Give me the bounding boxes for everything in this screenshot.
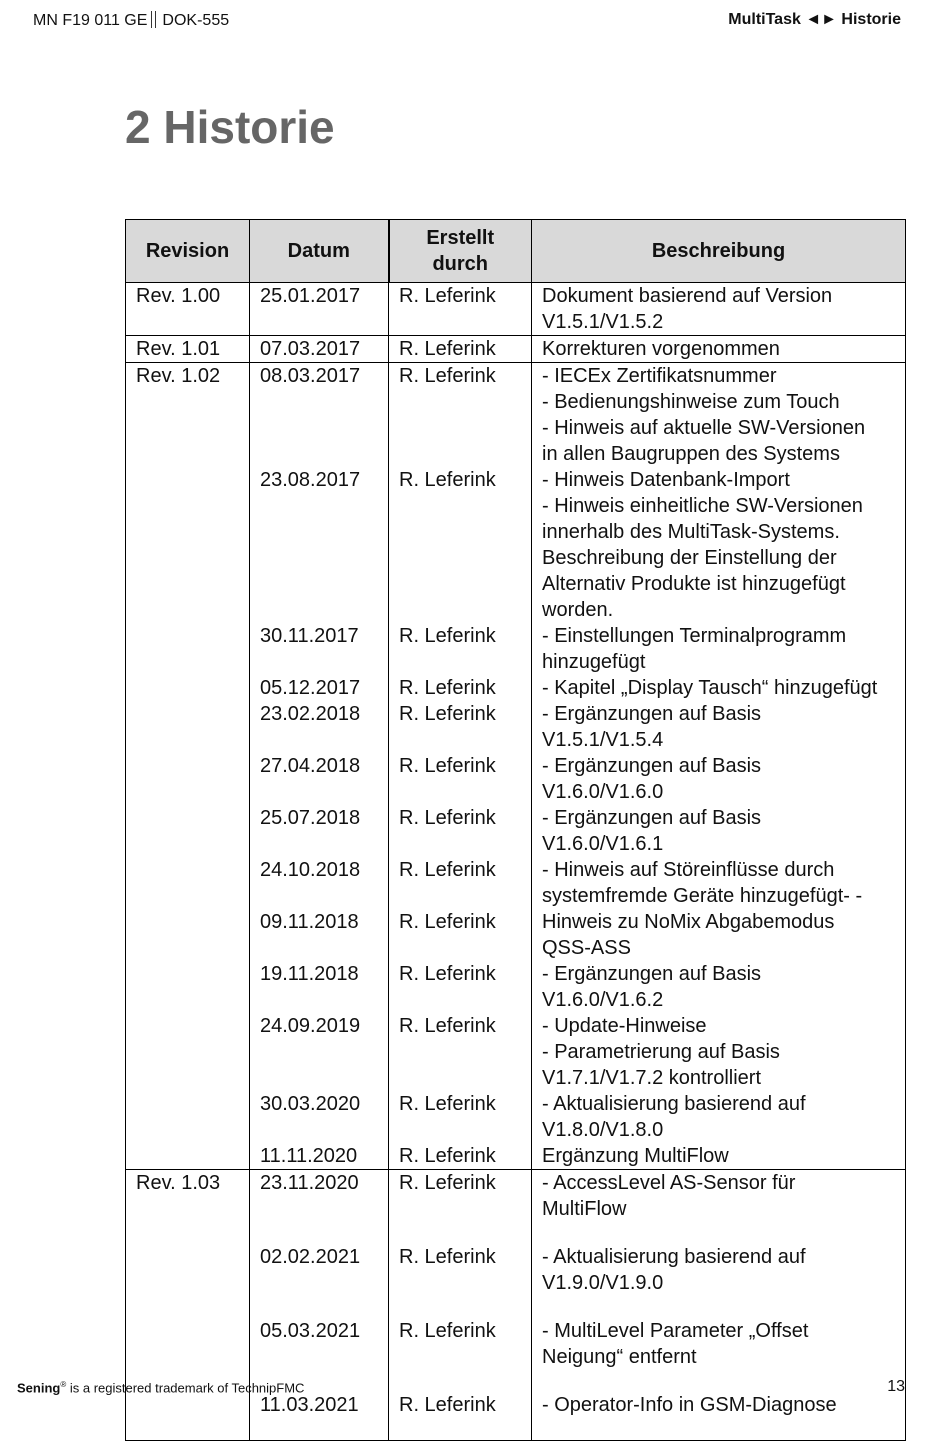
table-header-row xyxy=(126,220,906,283)
description-line: - IECEx Zertifikatsnummer xyxy=(542,365,777,387)
table-row xyxy=(126,623,906,675)
description-line: - Hinweis Datenbank-Import xyxy=(542,469,790,491)
table-row xyxy=(126,1244,906,1318)
cell-date: 24.10.2018 xyxy=(250,857,389,909)
cell-date: 27.04.2018 xyxy=(250,753,389,805)
cell-description xyxy=(532,623,906,675)
revision-group xyxy=(126,336,906,363)
description-line: - Bedienungshinweise zum Touch xyxy=(542,391,840,413)
table-row xyxy=(126,1143,906,1170)
description-line: systemfremde Geräte hinzugefügt- - xyxy=(542,885,863,907)
table-row xyxy=(126,675,906,701)
cell-revision: Rev. 1.01 xyxy=(126,336,250,363)
footer-trademark xyxy=(17,1380,304,1395)
description-line: V1.5.1/V1.5.4 xyxy=(542,729,664,751)
cell-author: R. Leferink xyxy=(389,857,532,909)
cell-author: R. Leferink xyxy=(389,1143,532,1170)
table-row xyxy=(126,1392,906,1441)
description-line: Korrekturen vorgenommen xyxy=(542,338,780,360)
cell-date: 25.07.2018 xyxy=(250,805,389,857)
description-line: in allen Baugruppen des Systems xyxy=(542,443,840,465)
cell-date: 23.02.2018 xyxy=(250,701,389,753)
cell-date: 07.03.2017 xyxy=(250,336,389,363)
page-title: 2 Historie xyxy=(125,101,335,153)
table-row xyxy=(126,909,906,961)
cell-revision xyxy=(126,1392,250,1441)
cell-author: R. Leferink xyxy=(389,753,532,805)
description-line: V1.5.1/V1.5.2 xyxy=(542,311,664,333)
description-line: - Aktualisierung basierend auf xyxy=(542,1093,806,1115)
cell-description xyxy=(532,1392,906,1441)
table-row xyxy=(126,1013,906,1091)
revision-group xyxy=(126,1170,906,1441)
cell-description xyxy=(532,909,906,961)
table-row xyxy=(126,336,906,363)
col-header-author: Erstellt durch xyxy=(389,220,532,283)
description-line: - MultiLevel Parameter „Offset xyxy=(542,1320,809,1342)
cell-author: R. Leferink xyxy=(389,1091,532,1143)
cell-description xyxy=(532,1170,906,1245)
cell-date: 24.09.2019 xyxy=(250,1013,389,1091)
table-row xyxy=(126,283,906,336)
revision-group xyxy=(126,363,906,1170)
cell-description xyxy=(532,961,906,1013)
description-line: Beschreibung der Einstellung der xyxy=(542,547,837,569)
cell-author: R. Leferink xyxy=(389,336,532,363)
description-line: - Ergänzungen auf Basis xyxy=(542,807,762,829)
description-line: - Operator-Info in GSM-Diagnose xyxy=(542,1394,837,1416)
description-line: - Aktualisierung basierend auf xyxy=(542,1246,806,1268)
cell-date: 30.11.2017 xyxy=(250,623,389,675)
cell-date: 11.11.2020 xyxy=(250,1143,389,1170)
description-line: worden. xyxy=(542,599,614,621)
description-line: V1.6.0/V1.6.2 xyxy=(542,989,664,1011)
cell-author: R. Leferink xyxy=(389,1318,532,1392)
cell-revision xyxy=(126,1143,250,1170)
cell-date: 05.03.2021 xyxy=(250,1318,389,1392)
cell-author: R. Leferink xyxy=(389,675,532,701)
cell-author: R. Leferink xyxy=(389,1170,532,1245)
cell-revision xyxy=(126,623,250,675)
table-row xyxy=(126,805,906,857)
cell-revision: Rev. 1.02 xyxy=(126,363,250,468)
table-row xyxy=(126,363,906,468)
cell-date: 09.11.2018 xyxy=(250,909,389,961)
col-header-date: Datum xyxy=(250,220,389,283)
cell-date: 19.11.2018 xyxy=(250,961,389,1013)
table-row xyxy=(126,1091,906,1143)
cell-date: 05.12.2017 xyxy=(250,675,389,701)
description-line: Hinweis zu NoMix Abgabemodus xyxy=(542,911,835,933)
history-table xyxy=(125,219,906,1441)
cell-description xyxy=(532,1091,906,1143)
description-line: hinzugefügt xyxy=(542,651,646,673)
col-header-description: Beschreibung xyxy=(532,220,906,283)
table-row xyxy=(126,961,906,1013)
cell-description xyxy=(532,1318,906,1392)
brand-name: Sening xyxy=(17,1380,61,1396)
cell-author: R. Leferink xyxy=(389,909,532,961)
cell-date: 08.03.2017 xyxy=(250,363,389,468)
cell-description xyxy=(532,336,906,363)
cell-date: 25.01.2017 xyxy=(250,283,389,336)
table-row xyxy=(126,857,906,909)
description-line: V1.7.1/V1.7.2 kontrolliert xyxy=(542,1067,762,1089)
description-line: Neigung“ entfernt xyxy=(542,1346,697,1368)
cell-author: R. Leferink xyxy=(389,1244,532,1318)
description-line: - Parametrierung auf Basis xyxy=(542,1041,780,1063)
trademark-text: is a registered trademark of TechnipFMC xyxy=(66,1380,305,1396)
description-line: V1.9.0/V1.9.0 xyxy=(542,1272,664,1294)
cell-author: R. Leferink xyxy=(389,961,532,1013)
description-line: - Einstellungen Terminalprogramm xyxy=(542,625,847,647)
cell-revision: Rev. 1.00 xyxy=(126,283,250,336)
cell-description xyxy=(532,753,906,805)
description-line: MultiFlow xyxy=(542,1198,627,1220)
cell-date: 23.08.2017 xyxy=(250,467,389,623)
header-section-path: MultiTask ◄► Historie xyxy=(728,11,901,28)
cell-revision xyxy=(126,805,250,857)
cell-revision xyxy=(126,675,250,701)
revision-group xyxy=(126,283,906,336)
description-line: Alternativ Produkte ist hinzugefügt xyxy=(542,573,846,595)
cell-revision xyxy=(126,961,250,1013)
description-line: V1.8.0/V1.8.0 xyxy=(542,1119,664,1141)
cell-author: R. Leferink xyxy=(389,363,532,468)
description-line: - Hinweis einheitliche SW-Versionen xyxy=(542,495,863,517)
description-line: Dokument basierend auf Version xyxy=(542,285,833,307)
cell-author: R. Leferink xyxy=(389,1392,532,1441)
cell-date: 30.03.2020 xyxy=(250,1091,389,1143)
description-line: - Ergänzungen auf Basis xyxy=(542,703,762,725)
cell-description xyxy=(532,857,906,909)
cell-revision xyxy=(126,753,250,805)
doc-code: MN F19 011 GE xyxy=(33,12,148,29)
header-separator xyxy=(151,11,156,28)
cell-revision xyxy=(126,1013,250,1091)
table-row xyxy=(126,753,906,805)
cell-author: R. Leferink xyxy=(389,623,532,675)
cell-description xyxy=(532,1143,906,1170)
description-line: Ergänzung MultiFlow xyxy=(542,1145,729,1167)
cell-revision xyxy=(126,701,250,753)
cell-description xyxy=(532,283,906,336)
description-line: - Ergänzungen auf Basis xyxy=(542,755,762,777)
cell-author: R. Leferink xyxy=(389,701,532,753)
description-line: V1.6.0/V1.6.0 xyxy=(542,781,664,803)
cell-description xyxy=(532,805,906,857)
cell-revision xyxy=(126,467,250,623)
header-doc-ref xyxy=(33,11,229,30)
cell-description xyxy=(532,467,906,623)
description-line: - AccessLevel AS-Sensor für xyxy=(542,1172,796,1194)
cell-description xyxy=(532,1013,906,1091)
cell-date: 23.11.2020 xyxy=(250,1170,389,1245)
cell-description xyxy=(532,701,906,753)
cell-revision xyxy=(126,1091,250,1143)
description-line: - Kapitel „Display Tausch“ hinzugefügt xyxy=(542,677,878,699)
description-line: V1.6.0/V1.6.1 xyxy=(542,833,664,855)
page-number: 13 xyxy=(887,1378,905,1395)
description-line: innerhalb des MultiTask-Systems. xyxy=(542,521,840,543)
cell-description xyxy=(532,675,906,701)
cell-author: R. Leferink xyxy=(389,467,532,623)
description-line: QSS-ASS xyxy=(542,937,631,959)
doc-number: DOK-555 xyxy=(162,12,230,29)
cell-description xyxy=(532,1244,906,1318)
registered-mark: ® xyxy=(60,1380,67,1389)
cell-author: R. Leferink xyxy=(389,1013,532,1091)
cell-revision xyxy=(126,909,250,961)
col-header-revision: Revision xyxy=(126,220,250,283)
cell-date: 02.02.2021 xyxy=(250,1244,389,1318)
cell-revision: Rev. 1.03 xyxy=(126,1170,250,1245)
cell-author: R. Leferink xyxy=(389,283,532,336)
cell-date: 11.03.2021 xyxy=(250,1392,389,1441)
cell-revision xyxy=(126,1244,250,1318)
table-row xyxy=(126,467,906,623)
table-row xyxy=(126,701,906,753)
description-line: - Ergänzungen auf Basis xyxy=(542,963,762,985)
description-line: - Hinweis auf aktuelle SW-Versionen xyxy=(542,417,866,439)
table-row xyxy=(126,1170,906,1245)
description-line: - Hinweis auf Störeinflüsse durch xyxy=(542,859,835,881)
description-line: - Update-Hinweise xyxy=(542,1015,707,1037)
cell-revision xyxy=(126,857,250,909)
cell-author: R. Leferink xyxy=(389,805,532,857)
cell-description xyxy=(532,363,906,468)
